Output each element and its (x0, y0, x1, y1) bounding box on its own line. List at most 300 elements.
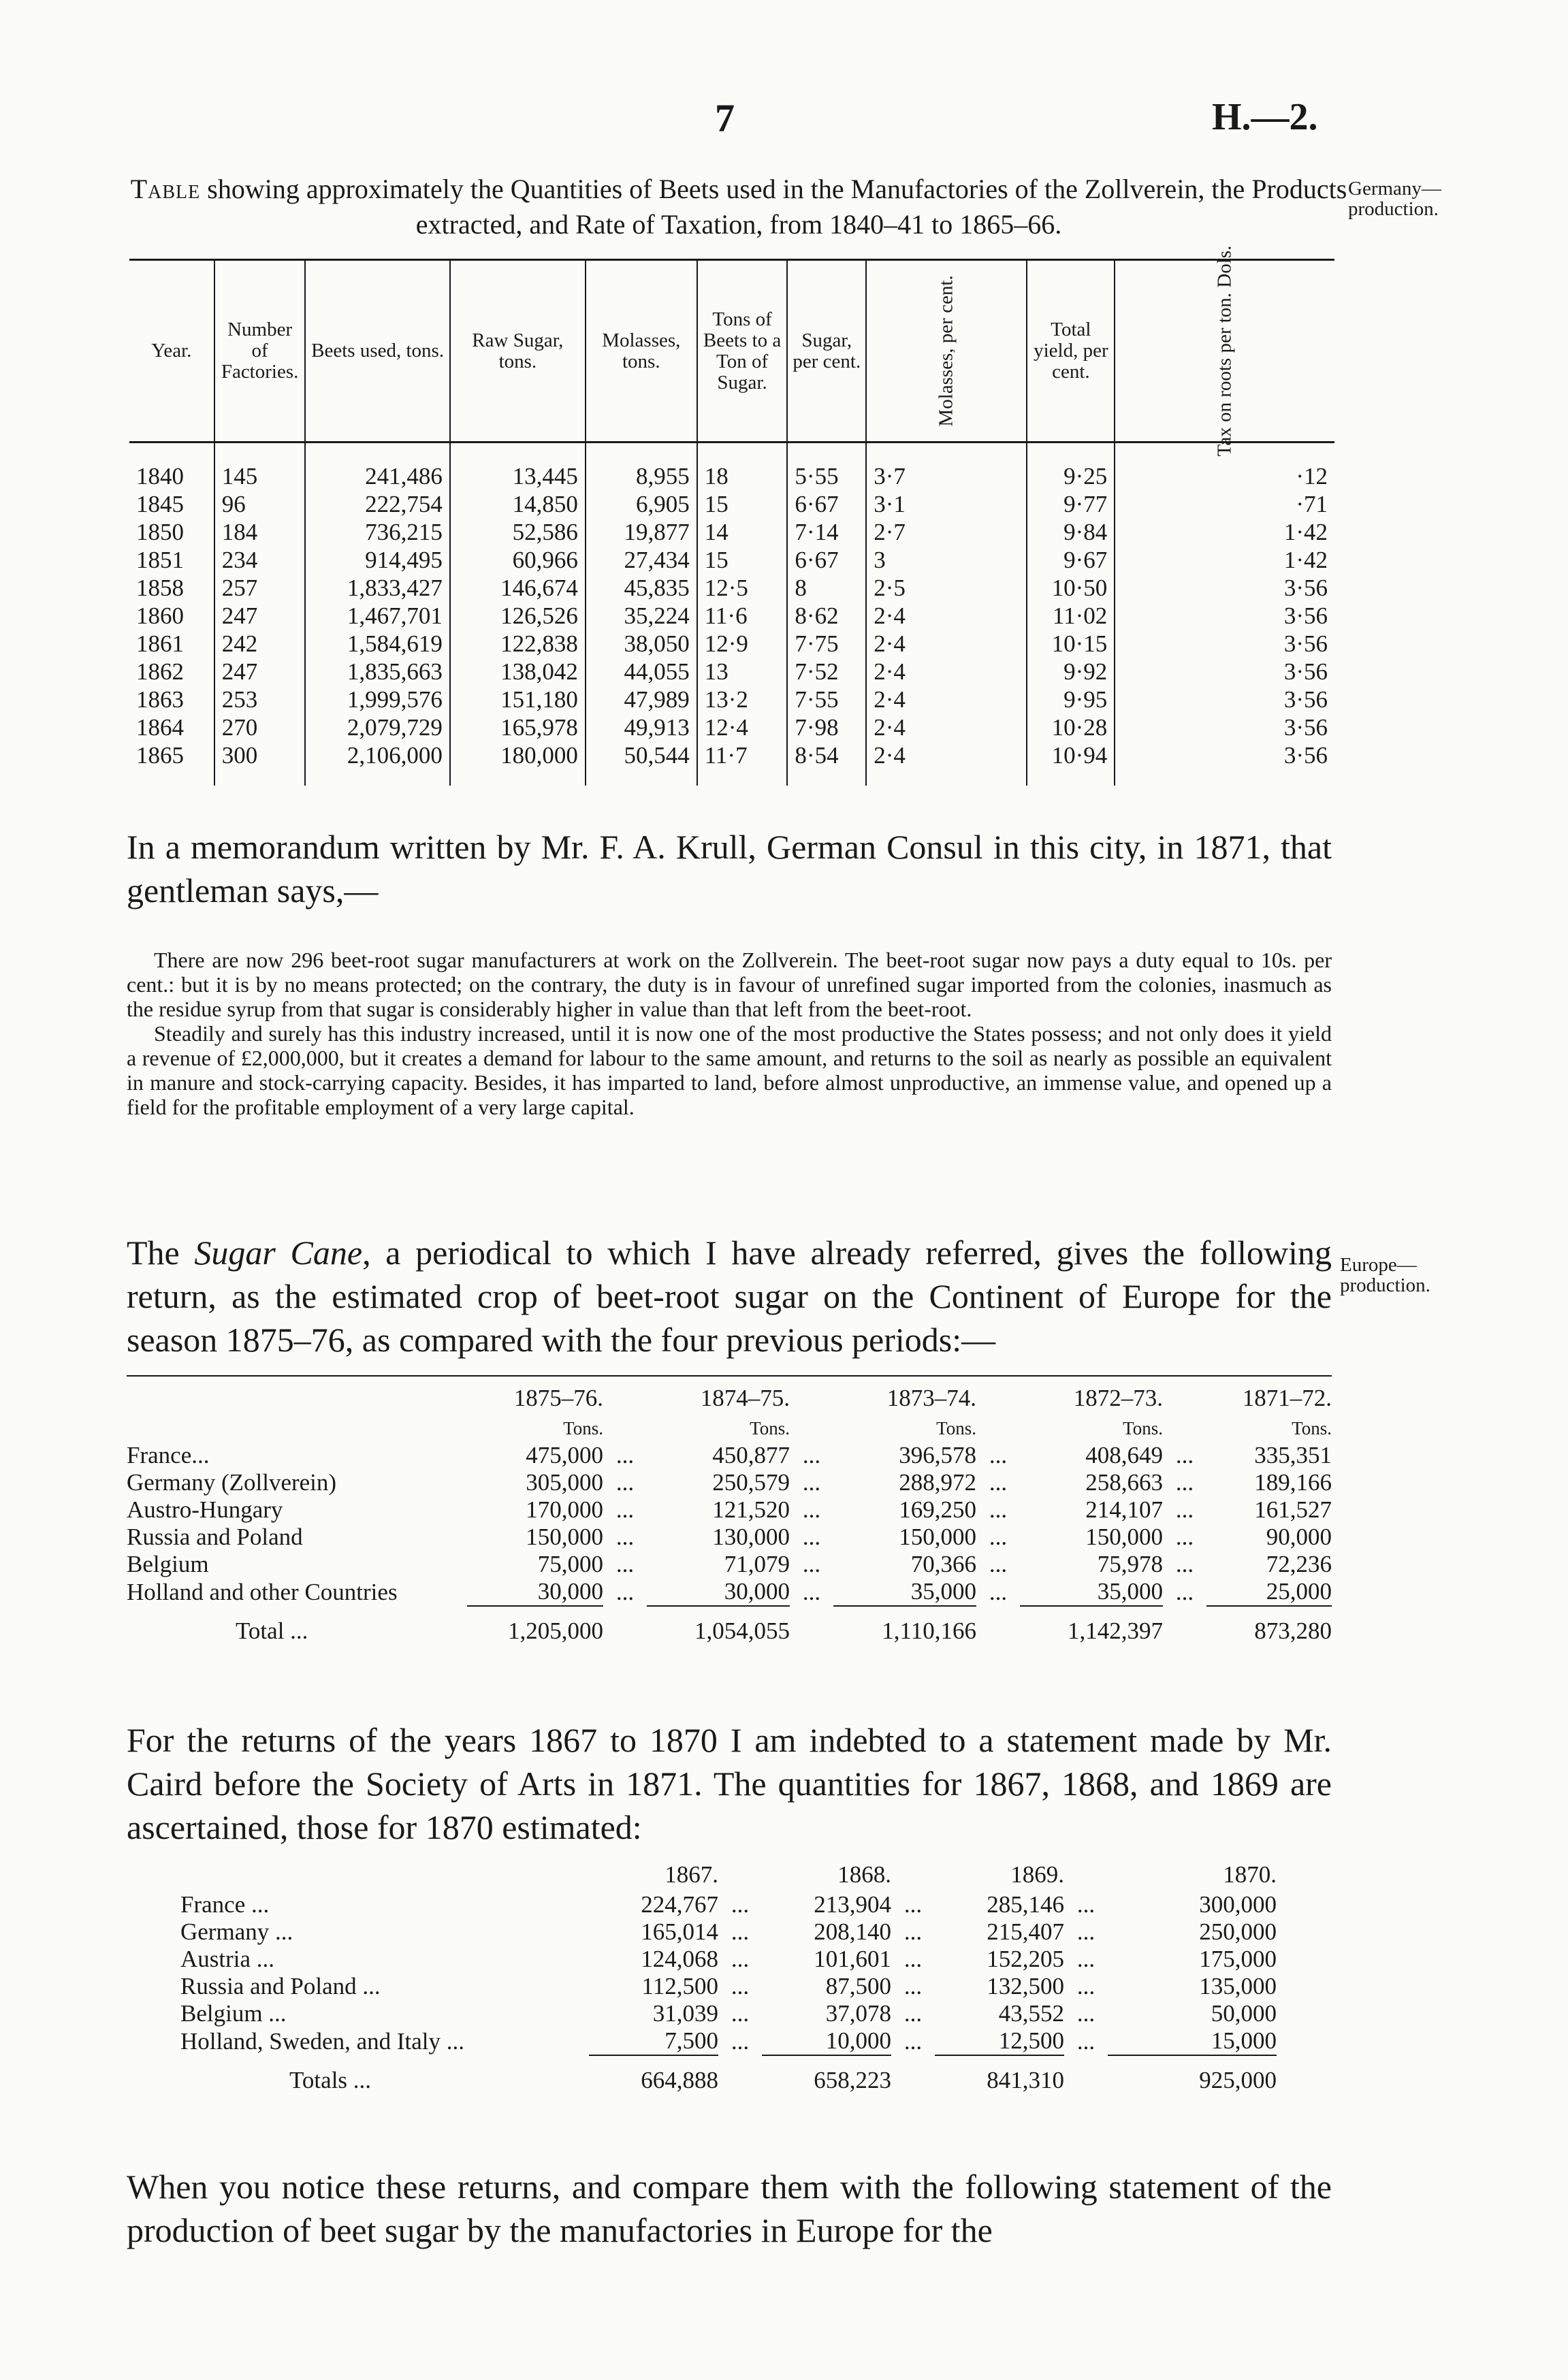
spacer-cell (697, 769, 788, 786)
column-header: 1870. (1223, 1861, 1277, 1888)
table-cell: 7·14 (787, 518, 866, 546)
spacer-cell (787, 443, 866, 463)
table-cell: 9·25 (1027, 462, 1115, 490)
table-cell: 38,050 (586, 630, 697, 658)
table-cell: 124,068 (641, 1946, 718, 1972)
table-cell: 1862 (136, 658, 184, 685)
leader-dots: ... (1076, 1973, 1095, 1999)
zollverein-beet-table (129, 245, 1334, 786)
table-cell: 250,579 (712, 1469, 790, 1496)
leader-dots: ... (989, 1578, 1008, 1605)
leader-dots: ... (1076, 1918, 1095, 1945)
header-tons-ratio: Tons of Beets to a Ton of Sugar. (697, 260, 788, 443)
table-cell: 112,500 (641, 1973, 718, 1999)
table-cell: 189,166 (1254, 1469, 1332, 1496)
table-cell: 242 (214, 630, 306, 658)
table-cell: ·12 (1115, 462, 1334, 490)
table-cell: 7·55 (787, 686, 866, 713)
header-tax (1115, 245, 1334, 457)
table-cell: 14 (697, 518, 788, 546)
table-cell: 165,014 (641, 1918, 718, 1945)
leader-dots: ... (615, 1496, 635, 1523)
page-number: 7 (715, 96, 735, 140)
table-cell: 1,835,663 (305, 658, 449, 686)
table-cell: 27,434 (586, 546, 697, 574)
table-cell: 35,000 (910, 1578, 976, 1605)
table-cell: 3·7 (866, 462, 1027, 490)
table-spacer-row (129, 769, 1334, 786)
total-cell: 1,110,166 (882, 1618, 976, 1644)
column-header: 1869. (1010, 1861, 1064, 1888)
table-cell: 1864 (136, 714, 184, 741)
table-cell: 1861 (136, 630, 184, 657)
table-cell: 11·7 (697, 741, 788, 769)
table-row (127, 1469, 1332, 1496)
table-cell: 1858 (136, 575, 184, 601)
header-raw-sugar: Raw Sugar, tons. (450, 260, 586, 443)
table-cell: 247 (214, 658, 306, 686)
spacer-cell (718, 1859, 762, 1891)
country-label: Austria ... (180, 1946, 275, 1972)
table-cell: 151,180 (450, 686, 586, 713)
unit-row (127, 1415, 1332, 1442)
paragraph-sugar-cane (127, 1231, 1332, 1362)
table-cell: 250,000 (1199, 1918, 1277, 1945)
table3-body (180, 1859, 1277, 2094)
leader-dots: ... (903, 2027, 923, 2055)
table-row (129, 658, 1334, 686)
leader-dots: ... (802, 1469, 821, 1496)
table-cell: 2·5 (866, 574, 1027, 602)
table-cell: 1840 (136, 463, 184, 489)
total-row (180, 2056, 1277, 2094)
quoted-memorandum (127, 948, 1332, 1119)
table-cell: 1,467,701 (305, 602, 449, 630)
table-cell: 170,000 (526, 1496, 603, 1523)
table-row (129, 602, 1334, 630)
table-cell: 90,000 (1266, 1524, 1332, 1550)
header-molasses-pct (866, 260, 1027, 443)
table-cell: 19,877 (586, 518, 697, 546)
margin-note-europe: Europe—production. (1340, 1254, 1430, 1296)
unit-label: Tons. (1292, 1418, 1332, 1438)
spacer-cell (129, 769, 214, 786)
total-label: Total ... (236, 1618, 308, 1644)
table-cell: 736,215 (305, 518, 449, 546)
leader-dots: ... (1175, 1469, 1194, 1496)
spacer-cell (586, 769, 697, 786)
table-row (129, 686, 1334, 713)
table-row (127, 1442, 1332, 1469)
table-cell: 47,989 (586, 686, 697, 713)
leader-dots: ... (1175, 1496, 1194, 1523)
leader-dots: ... (802, 1442, 821, 1468)
unit-label: Tons. (750, 1418, 790, 1438)
europe-1867-1870-table (180, 1859, 1277, 2094)
total-cell: 1,054,055 (694, 1618, 790, 1644)
table-cell: 150,000 (1085, 1524, 1163, 1550)
leader-dots: ... (731, 2000, 750, 2027)
table-cell: 257 (214, 574, 306, 602)
table2-top-rule (127, 1375, 1332, 1377)
table-cell: 60,966 (450, 546, 586, 574)
table-cell: 52,586 (450, 518, 586, 546)
spacer-cell (1115, 769, 1334, 786)
leader-dots: ... (903, 1973, 923, 1999)
table-cell: 1863 (136, 686, 184, 713)
table-cell: 30,000 (537, 1578, 603, 1605)
table-cell: ·71 (1115, 490, 1334, 518)
table-cell: 214,107 (1085, 1496, 1163, 1523)
table-cell: 258,663 (1085, 1469, 1163, 1496)
table-cell: 2·4 (866, 630, 1027, 658)
spacer-cell (790, 1415, 833, 1442)
quote-paragraph-2: Steadily and surely has this industry increased, until it is now one of the most productive the States possess; and not only does it yield a revenue of £2,000,000, but it creates a demand for labour to the same amount, and returns to the soil as nearly as possible an equivalent in manure and stock-carrying capacity. Besides, it has imparted to land, before almost unproductive, an immense value, and opened up a field for the profitable employment of a very large capital. (127, 1021, 1332, 1119)
table-cell: 300,000 (1199, 1891, 1277, 1918)
table-cell: 18 (697, 462, 788, 490)
table-cell: 285,146 (987, 1891, 1064, 1918)
leader-dots: ... (903, 2000, 923, 2027)
total-cell: 873,280 (1254, 1618, 1332, 1644)
table-cell: 9·84 (1027, 518, 1115, 546)
total-label: Totals ... (289, 2067, 372, 2093)
table-cell: 75,978 (1097, 1551, 1163, 1577)
table-cell: 8 (787, 574, 866, 602)
spacer-cell (1064, 2056, 1108, 2094)
leader-dots: ... (615, 1551, 635, 1577)
table-header-row (129, 260, 1334, 443)
spacer-cell (214, 769, 306, 786)
leader-dots: ... (989, 1442, 1008, 1468)
table-cell: 1865 (136, 742, 184, 769)
table-cell: 9·95 (1027, 686, 1115, 713)
spacer-cell (891, 2056, 935, 2094)
table-cell: 450,877 (712, 1442, 790, 1468)
header-total-yield: Total yield, per cent. (1027, 260, 1115, 443)
table-cell: 3·56 (1115, 713, 1334, 741)
table-cell: 1860 (136, 602, 184, 629)
table-row (127, 1578, 1332, 1606)
table-cell: 253 (214, 686, 306, 713)
table-cell: 12·4 (697, 713, 788, 741)
leader-dots: ... (1076, 1891, 1095, 1918)
table-cell: 14,850 (450, 490, 586, 518)
table-cell: 3·56 (1115, 658, 1334, 686)
leader-dots: ... (802, 1578, 821, 1605)
table-cell: 7·98 (787, 713, 866, 741)
margin-note-germany: Germany—production. (1348, 178, 1441, 220)
country-label: France... (127, 1442, 210, 1468)
table-cell: 37,078 (825, 2000, 891, 2027)
table-cell: 169,250 (899, 1496, 976, 1523)
leader-dots: ... (731, 1891, 750, 1918)
leader-dots: ... (802, 1524, 821, 1550)
leader-dots: ... (903, 1946, 923, 1972)
country-label: Germany (Zollverein) (127, 1469, 337, 1496)
table-cell: 12,500 (998, 2027, 1064, 2054)
total-cell: 841,310 (987, 2067, 1064, 2093)
spacer-cell (976, 1607, 1020, 1645)
quote-paragraph-1: There are now 296 beet-root sugar manufacturers at work on the Zollverein. The beet-root sugar now pays a duty equal to 10s. per cent.: but it is by no means protected; on the contrary, the duty is in favour of unrefined sugar imported from the colonies, inasmuch as the residue syrup from that sugar is considerably higher in value than that left from the beet-root. (127, 948, 1332, 1021)
spacer-cell (450, 443, 586, 463)
header-year: Year. (151, 340, 192, 361)
unit-label: Tons. (563, 1418, 603, 1438)
table-row (129, 713, 1334, 741)
column-header: 1872–73. (1073, 1385, 1163, 1411)
table-cell: 2·4 (866, 713, 1027, 741)
table-cell: 3 (866, 546, 1027, 574)
leader-dots: ... (903, 1918, 923, 1945)
table-cell: 1845 (136, 491, 184, 517)
spacer-cell (976, 1415, 1020, 1442)
table-row (127, 1551, 1332, 1578)
table-cell: 215,407 (987, 1918, 1064, 1945)
leader-dots: ... (1076, 2000, 1095, 2027)
table-cell: 50,000 (1211, 2000, 1277, 2027)
total-cell: 925,000 (1199, 2067, 1277, 2093)
table-cell: 71,079 (724, 1551, 790, 1577)
table-cell: 30,000 (724, 1578, 790, 1605)
spacer-cell (305, 443, 449, 463)
table-cell: 70,366 (910, 1551, 976, 1577)
header-factories: Number of Factories. (214, 260, 306, 443)
table-cell: 50,544 (586, 741, 697, 769)
table-cell: 145 (214, 462, 306, 490)
table-cell: 6,905 (586, 490, 697, 518)
spacer-cell (697, 443, 788, 463)
table-cell: 11·6 (697, 602, 788, 630)
table-cell: 31,039 (652, 2000, 718, 2027)
spacer-cell (305, 769, 449, 786)
total-cell: 1,205,000 (508, 1618, 603, 1644)
table-cell: 10,000 (825, 2027, 891, 2054)
country-label: Russia and Poland ... (180, 1973, 381, 1999)
spacer-cell (1163, 1382, 1206, 1415)
table-cell: 475,000 (526, 1442, 603, 1468)
leader-dots: ... (615, 1469, 635, 1496)
table-cell: 10·94 (1027, 741, 1115, 769)
table-cell: 135,000 (1199, 1973, 1277, 1999)
table-cell: 408,649 (1085, 1442, 1163, 1468)
table-cell: 1851 (136, 547, 184, 573)
leader-dots: ... (1175, 1442, 1194, 1468)
table-cell: 396,578 (899, 1442, 976, 1468)
table-row (129, 741, 1334, 769)
leader-dots: ... (989, 1469, 1008, 1496)
table-cell: 15 (697, 490, 788, 518)
table-row (180, 1891, 1277, 1918)
spacer-cell (603, 1382, 647, 1415)
table-cell: 184 (214, 518, 306, 546)
total-row (127, 1607, 1332, 1645)
table-row (180, 2000, 1277, 2027)
table-cell: 2·4 (866, 602, 1027, 630)
paragraph-memorandum: In a memorandum written by Mr. F. A. Krull, German Consul in this city, in 1871, that gentleman says,— (127, 828, 1332, 910)
table-cell: 8·54 (787, 741, 866, 769)
table-cell: 35,000 (1097, 1578, 1163, 1605)
spacer-cell (214, 443, 306, 463)
leader-dots: ... (989, 1551, 1008, 1577)
leader-dots: ... (989, 1524, 1008, 1550)
table-cell: 2·4 (866, 658, 1027, 686)
table-cell: 44,055 (586, 658, 697, 686)
table-cell: 6·67 (787, 546, 866, 574)
leader-dots: ... (903, 1891, 923, 1918)
periodical-title: Sugar Cane (194, 1234, 363, 1272)
corner-cell (180, 1859, 589, 1891)
leader-dots: ... (615, 1524, 635, 1550)
table-row (129, 462, 1334, 490)
table-cell: 1·42 (1115, 546, 1334, 574)
table-cell: 1·42 (1115, 518, 1334, 546)
table-row (129, 546, 1334, 574)
table-cell: 10·15 (1027, 630, 1115, 658)
unit-label: Tons. (1123, 1418, 1163, 1438)
table-row (180, 2027, 1277, 2055)
para2-b: , a periodical to which I have already referred, gives the following return, as the estimated crop of beet-root sugar on the Continent of Europe for the season 1875–76, as compared with the four previous periods:— (127, 1234, 1332, 1359)
table-cell: 300 (214, 741, 306, 769)
leader-dots: ... (802, 1496, 821, 1523)
table-cell: 1850 (136, 519, 184, 545)
spacer-cell (891, 1859, 935, 1891)
header-molasses-pct-text: Molasses, per cent. (935, 275, 957, 427)
table-row (129, 518, 1334, 546)
table-cell: 96 (214, 490, 306, 518)
table-cell: 7,500 (665, 2027, 718, 2054)
table-cell: 3·56 (1115, 741, 1334, 769)
column-header-row (127, 1382, 1332, 1415)
table-cell: 132,500 (987, 1973, 1064, 1999)
corner-cell (127, 1382, 467, 1415)
paragraph-notice: When you notice these returns, and compare them with the following statement of the production of beet sugar by the manufactories in Europe for the (127, 2168, 1332, 2249)
spacer-cell (1163, 1607, 1206, 1645)
table-cell: 2,079,729 (305, 713, 449, 741)
table-cell: 180,000 (450, 741, 586, 769)
spacer-cell (1027, 769, 1115, 786)
header-molasses: Molasses, tons. (586, 260, 697, 443)
table-cell: 3·56 (1115, 686, 1334, 713)
table-row (180, 1973, 1277, 2000)
table-cell: 25,000 (1266, 1578, 1332, 1605)
table-caption (126, 172, 1351, 242)
table-cell: 43,552 (998, 2000, 1064, 2027)
table-cell: 35,224 (586, 602, 697, 630)
paragraph-caird: For the returns of the years 1867 to 1870 I am indebted to a statement made by Mr. Caird before the Society of Arts in 1871. The quantities for 1867, 1868, and 1869 are ascertained, those for 1870 estimated: (127, 1721, 1332, 1846)
europe-crop-table (127, 1382, 1332, 1645)
table-cell: 130,000 (712, 1524, 790, 1550)
table-cell: 161,527 (1254, 1496, 1332, 1523)
spacer-cell (787, 769, 866, 786)
country-label: Austro-Hungary (127, 1496, 283, 1523)
country-label: Russia and Poland (127, 1524, 303, 1550)
table-row (180, 1946, 1277, 1973)
table-cell: 8,955 (586, 462, 697, 490)
leader-dots: ... (615, 1578, 635, 1605)
table-cell: 11·02 (1027, 602, 1115, 630)
spacer-cell (866, 769, 1027, 786)
column-header: 1867. (665, 1861, 718, 1888)
spacer-cell (450, 769, 586, 786)
table-cell: 75,000 (537, 1551, 603, 1577)
country-label: Belgium ... (180, 2000, 287, 2027)
spacer-cell (976, 1382, 1020, 1415)
table2-body (127, 1382, 1332, 1645)
table-row (180, 1918, 1277, 1946)
table-cell: 12·5 (697, 574, 788, 602)
table-cell: 12·9 (697, 630, 788, 658)
leader-dots: ... (1076, 1946, 1095, 1972)
para2-a: The (127, 1234, 195, 1272)
country-label: Holland, Sweden, and Italy ... (180, 2027, 464, 2055)
leader-dots: ... (731, 1918, 750, 1945)
table-cell: 2·4 (866, 686, 1027, 713)
table-cell: 15,000 (1211, 2027, 1277, 2054)
table-cell: 122,838 (450, 630, 586, 658)
spacer-cell (790, 1607, 833, 1645)
table-cell: 8·62 (787, 602, 866, 630)
table-cell: 13·2 (697, 686, 788, 713)
total-cell: 664,888 (641, 2067, 718, 2093)
table-cell: 1,999,576 (305, 686, 449, 713)
table-row (129, 574, 1334, 602)
table-cell: 10·28 (1027, 713, 1115, 741)
table-cell: 9·92 (1027, 658, 1115, 686)
table-spacer-row (129, 443, 1334, 463)
column-header: 1871–72. (1242, 1385, 1332, 1411)
column-header-row (180, 1859, 1277, 1891)
country-label: Belgium (127, 1551, 209, 1577)
table-cell: 222,754 (305, 490, 449, 518)
table-cell: 224,767 (641, 1891, 718, 1918)
table-cell: 165,978 (450, 713, 586, 741)
column-header: 1873–74. (886, 1385, 976, 1411)
table-cell: 270 (214, 713, 306, 741)
table-cell: 175,000 (1199, 1946, 1277, 1972)
leader-dots: ... (989, 1496, 1008, 1523)
table-cell: 305,000 (526, 1469, 603, 1496)
table-cell: 247 (214, 602, 306, 630)
spacer-cell (603, 1607, 647, 1645)
table-cell: 87,500 (825, 1973, 891, 1999)
table-cell: 150,000 (526, 1524, 603, 1550)
leader-dots: ... (731, 1946, 750, 1972)
total-cell: 658,223 (814, 2067, 891, 2093)
table-cell: 146,674 (450, 574, 586, 602)
table-cell: 152,205 (987, 1946, 1064, 1972)
leader-dots: ... (802, 1551, 821, 1577)
table-cell: 2·7 (866, 518, 1027, 546)
leader-dots: ... (731, 2027, 750, 2055)
leader-dots: ... (731, 1973, 750, 1999)
header-beets: Beets used, tons. (305, 260, 449, 443)
column-header: 1875–76. (513, 1385, 603, 1411)
table-cell: 234 (214, 546, 306, 574)
table-cell: 45,835 (586, 574, 697, 602)
caption-lead: Table (130, 174, 201, 204)
table-cell: 121,520 (712, 1496, 790, 1523)
leader-dots: ... (615, 1442, 635, 1468)
table-cell: 241,486 (305, 462, 449, 490)
table-cell: 150,000 (899, 1524, 976, 1550)
spacer-cell (129, 443, 214, 463)
spacer-cell (1064, 1859, 1108, 1891)
table-cell: 914,495 (305, 546, 449, 574)
table-cell: 126,526 (450, 602, 586, 630)
table-cell: 7·52 (787, 658, 866, 686)
table-cell: 49,913 (586, 713, 697, 741)
leader-dots: ... (1175, 1524, 1194, 1550)
leader-dots: ... (1175, 1551, 1194, 1577)
